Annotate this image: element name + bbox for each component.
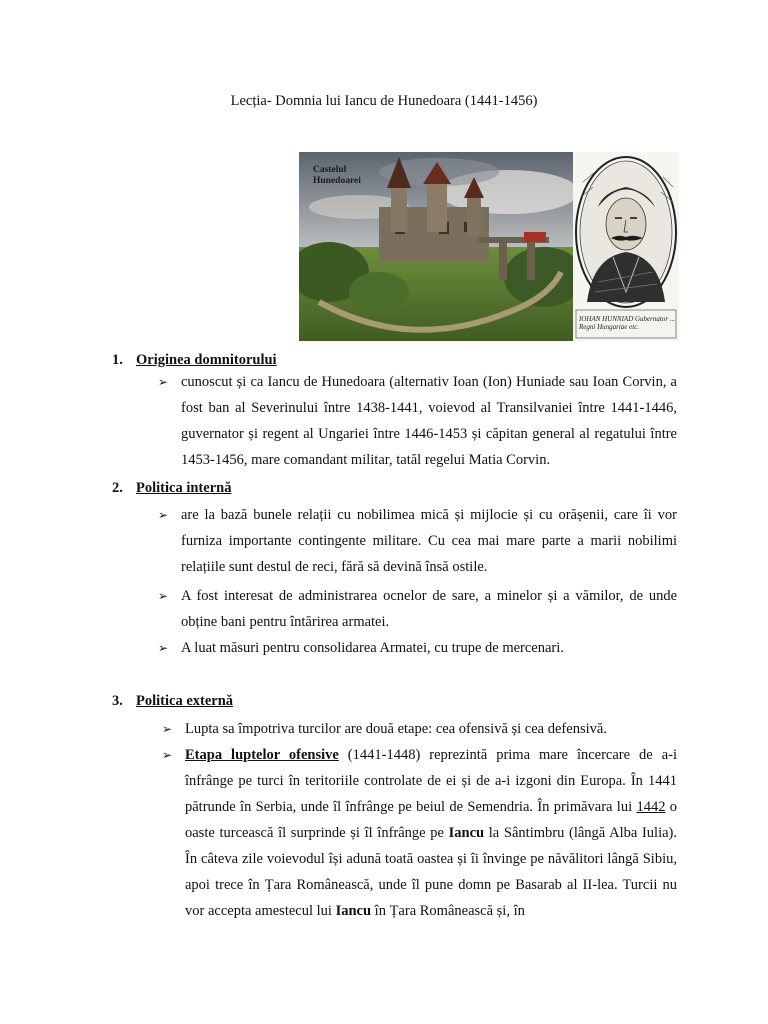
year-link: 1442 [636, 799, 666, 815]
section-heading-2 [112, 480, 231, 497]
arrow-bullet-icon: ➢ [158, 508, 169, 522]
list-item [162, 742, 677, 924]
section-number: 1. [112, 352, 123, 368]
section-title: Politica externă [136, 693, 234, 709]
list-item [162, 716, 677, 742]
bullet-text: A fost interesat de administrarea ocnelor de sare, a minelor și a vămilor, de unde obține bani pentru întărirea armatei. [181, 588, 677, 630]
castle-image [299, 152, 573, 341]
arrow-bullet-icon: ➢ [158, 589, 169, 603]
section-number: 3. [112, 693, 123, 709]
arrow-bullet-icon: ➢ [158, 375, 169, 389]
arrow-bullet-icon: ➢ [158, 641, 169, 655]
section-title: Originea domnitorului [136, 352, 277, 368]
section-title: Politica internă [136, 480, 232, 496]
portrait-image [573, 152, 679, 341]
bullet-text: o oaste turcească îl surprinde și îl înfrânge pe [185, 799, 677, 841]
person-name: Iancu [335, 903, 372, 919]
bullet-text: la Sântimbru (lângă Alba Iulia). În câteva zile voievodul își adună toată oastea și îi învinge pe năvălitori lângă Sibiu, apoi trece în Țara Românească, unde îl pune domn pe Basarab al II-lea. Turcii nu vor accepta amestecul lui [185, 825, 677, 919]
portrait-engraving-icon [573, 152, 679, 341]
person-name: Iancu [448, 825, 485, 841]
castle-label: Castelul Hunedoarei [313, 165, 361, 186]
bullet-text: în Țara Românească și, în [371, 903, 525, 919]
bullet-text: (1441-1448) reprezintă prima mare încercare de a-i înfrânge pe turci în teritoriile controlate de ei și de a-i izgoni din Europa. În 1441 pătrunde în Serbia, unde îl înfrânge pe beiul de Semendria. În primăvara lui [185, 747, 677, 815]
bullet-lead: Etapa luptelor ofensive [185, 747, 339, 763]
section-heading-3 [112, 693, 233, 710]
bullet-text: cunoscut și ca Iancu de Hunedoara (alternativ Ioan (Ion) Huniade sau Ioan Corvin, a fost ban al Severinului între 1438-1441, voievod al Transilvaniei între 1441-1446, guvernator și regent al Ungariei între 1446-1453 și căpitan general al regatului între 1453-1456, mare comandant militar, tatăl regelui Matia Corvin. [181, 374, 677, 468]
section-number: 2. [112, 480, 123, 496]
bullet-text: Lupta sa împotriva turcilor are două etape: cea ofensivă și cea defensivă. [185, 721, 607, 737]
arrow-bullet-icon: ➢ [162, 748, 173, 762]
portrait-caption: IOHAN HUNNIAD Gubernator ... Regni Hungariae etc. [579, 315, 676, 331]
list-item [158, 502, 677, 580]
arrow-bullet-icon: ➢ [162, 722, 173, 736]
list-item [158, 635, 677, 661]
section-heading-1 [112, 352, 277, 369]
bullet-text: are la bază bunele relații cu nobilimea mică și mijlocie și cu orășenii, care îi vor furniza importante contingente militare. Cu cea mai mare parte a marii nobilimi relațiile sunt destul de reci, fără să devină însă ostile. [181, 507, 677, 575]
bullet-text: A luat măsuri pentru consolidarea Armatei, cu trupe de mercenari. [181, 640, 564, 656]
list-item [158, 369, 677, 473]
page-title: Lecția- Domnia lui Iancu de Hunedoara (1441-1456) [230, 93, 538, 109]
list-item [158, 583, 677, 635]
